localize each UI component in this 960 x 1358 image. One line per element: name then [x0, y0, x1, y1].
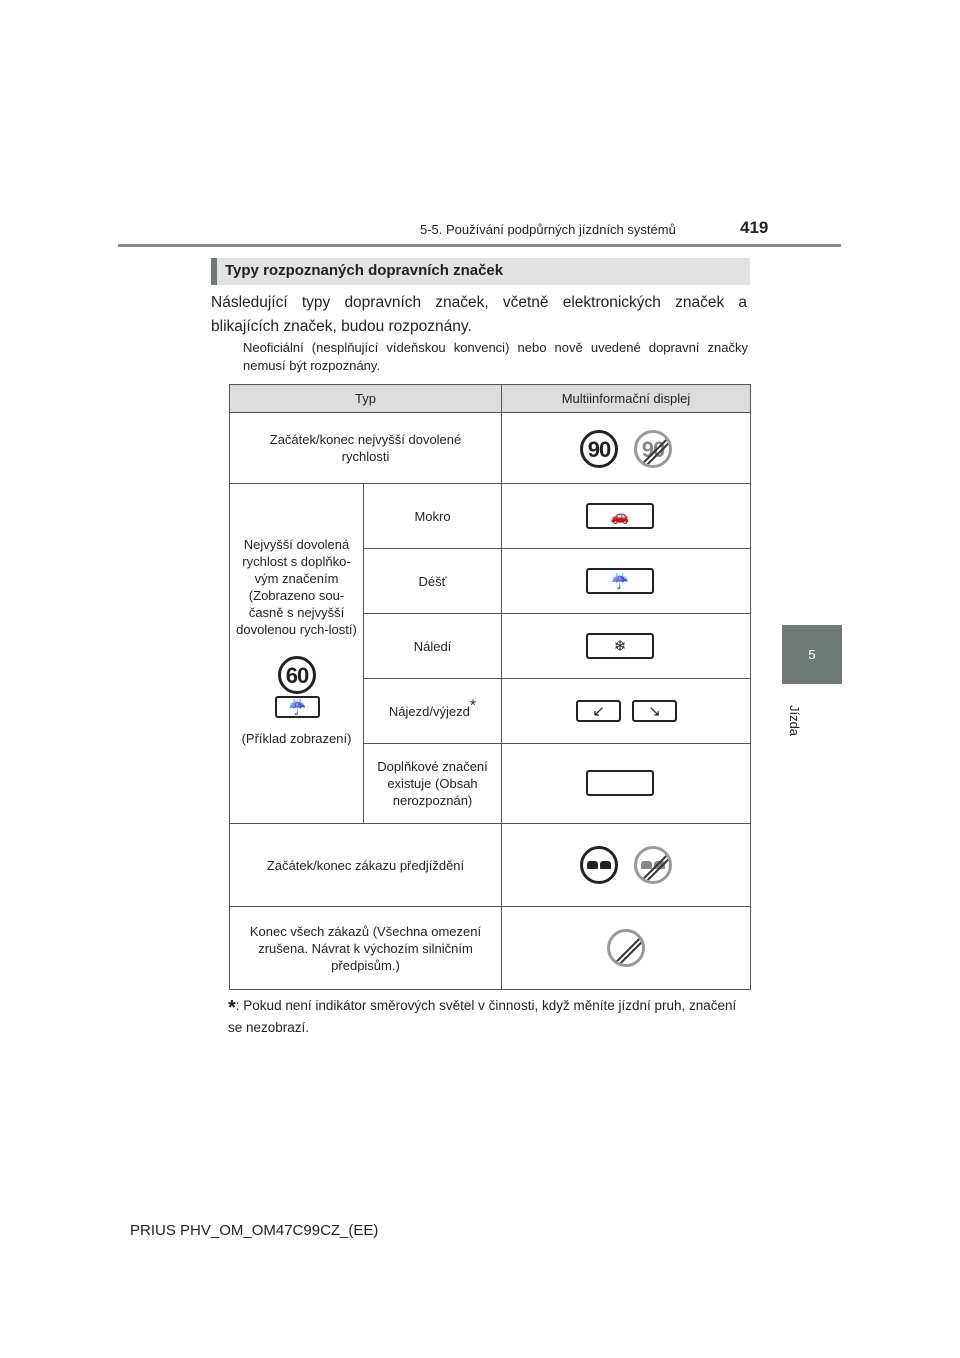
row-ramp-label: Nájezd/výjezd* [364, 679, 502, 744]
row-rain-display [502, 549, 751, 614]
document-id: PRIUS PHV_OM_OM47C99CZ_(EE) [130, 1222, 379, 1239]
row-rain-label: Déšť [364, 549, 502, 614]
speed-limit-sign-icon: 90 [580, 430, 618, 468]
footnote-star: * [228, 997, 236, 1019]
row-end-all-display [502, 907, 751, 990]
row-ice-label: Náledí [364, 614, 502, 679]
section-title: Typy rozpoznaných dopravních značek [225, 262, 504, 279]
header-type: Typ [230, 385, 502, 413]
note-paragraph: Neoficiální (nesplňující vídeňskou konvenci) nebo nově uvedené dopravní značky nemusí být rozpoznány. [243, 340, 748, 373]
header-display: Multiinformační displej [502, 385, 751, 413]
row-wet-display [502, 484, 751, 549]
row-end-all-type: Konec všech zákazů (Všechna omezení zrušena. Návrat k výchozím silničním předpisům.) [230, 907, 502, 990]
row-no-overtaking-display [502, 824, 751, 907]
table-row [230, 824, 751, 907]
example-rain-panel-icon: ☔ [275, 696, 320, 718]
speed-limit-end-sign-icon: 90 [634, 430, 672, 468]
row-unknown-display [502, 744, 751, 824]
table-row [230, 907, 751, 990]
table-header-row [230, 385, 751, 413]
header-section-title: 5-5. Používání podpůrných jízdních systémů [420, 222, 676, 237]
chapter-label-text: Jízda [787, 704, 803, 736]
end-all-restrictions-sign-icon [607, 929, 645, 967]
row-unknown-label: Doplňkové značení existuje (Obsah nerozpoznán) [364, 744, 502, 824]
page-number: 419 [740, 218, 769, 237]
rain-icon: ☔ [586, 568, 654, 594]
table-row [230, 413, 751, 484]
arrow-left-down-icon: ↙ [576, 700, 621, 722]
example-display [230, 656, 363, 726]
section-bar-accent [211, 258, 217, 285]
header-rule [118, 244, 841, 247]
chapter-number: 5 [808, 647, 816, 662]
row-ramp-display [502, 679, 751, 744]
example-speed-sign-icon: 60 [278, 656, 316, 694]
no-overtaking-sign-icon [580, 846, 618, 884]
table-row [230, 484, 751, 549]
row-speed-limit-display [502, 413, 751, 484]
footnote-text: : Pokud není indikátor směrových světel v činnosti, když měníte jízdní pruh, značení se nezobrazí. [228, 998, 737, 1035]
snowflake-icon: ❄ [586, 633, 654, 659]
chapter-tab [782, 625, 842, 684]
intro-paragraph: Následující typy dopravních značek, včetně elektronických značek a blikajících značek, budou rozpoznány. [211, 294, 747, 335]
example-label: (Příklad zobrazení) [241, 731, 352, 746]
wet-road-icon: 🚗 [586, 503, 654, 529]
row-wet-label: Mokro [364, 484, 502, 549]
supplementary-group-label: Nejvyšší dovolená rychlost s doplňko-vým značením (Zobrazeno sou-časně s nejvyšší dovolenou rych-lostí) [236, 537, 357, 637]
blank-panel-icon [586, 770, 654, 796]
no-overtaking-end-sign-icon [634, 846, 672, 884]
row-ice-display [502, 614, 751, 679]
row-no-overtaking-type: Začátek/konec zákazu předjíždění [230, 824, 502, 907]
footnote-marker: * [469, 697, 477, 715]
chapter-label [775, 700, 815, 740]
row-speed-limit-type: Začátek/konec nejvyšší dovolené rychlosti [230, 413, 502, 484]
arrow-right-down-icon: ↘ [632, 700, 677, 722]
sign-types-table [229, 384, 751, 990]
row-supplementary-group [230, 484, 364, 824]
footnote [228, 996, 750, 1037]
